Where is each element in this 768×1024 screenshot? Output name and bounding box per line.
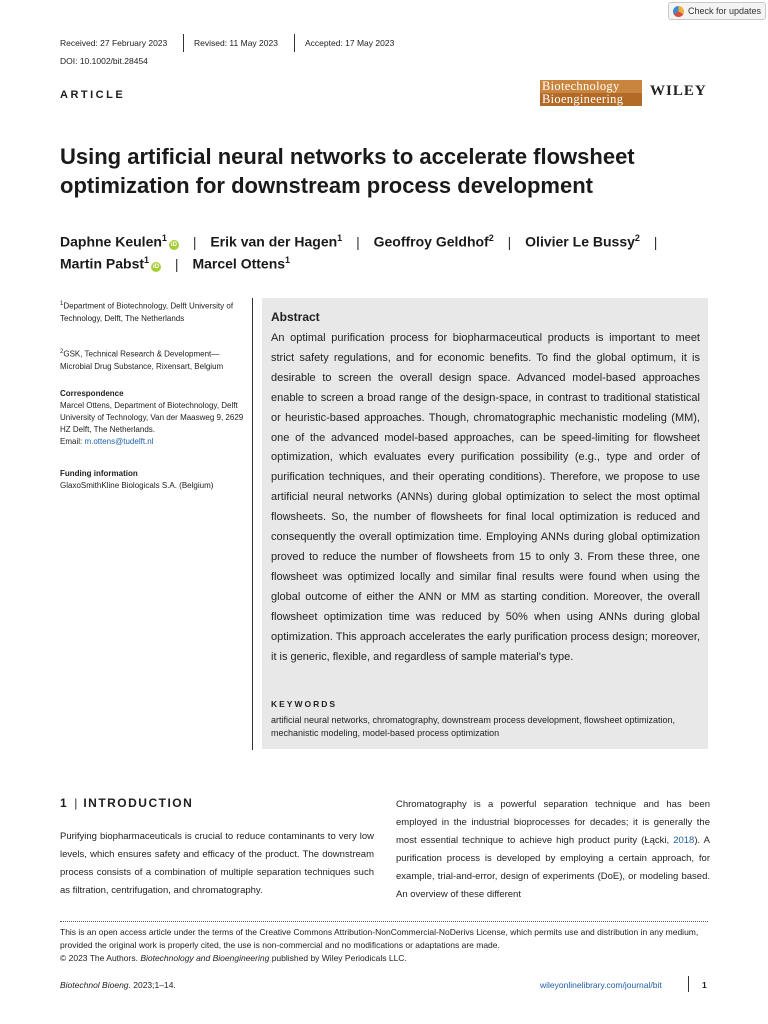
- received-date: Received: 27 February 2023: [60, 38, 168, 48]
- crossmark-icon: [673, 6, 684, 17]
- author-name[interactable]: Geoffroy Geldhof: [373, 233, 489, 250]
- author-name[interactable]: Daphne Keulen: [60, 233, 162, 250]
- author-name[interactable]: Erik van der Hagen: [210, 233, 338, 250]
- revised-date: Revised: 11 May 2023: [194, 38, 278, 48]
- citation-footer: [60, 980, 176, 990]
- funding-text: GlaxoSmithKline Biologicals S.A. (Belgium): [60, 481, 214, 490]
- section-heading-introduction: [60, 796, 193, 810]
- author-separator: |: [356, 233, 360, 250]
- header-divider: [294, 34, 295, 52]
- keywords-text: artificial neural networks, chromatography, downstream process development, flowsheet optimization, mechanistic modeling, model-based process optimization: [271, 715, 676, 738]
- article-type-label: ARTICLE: [60, 89, 126, 101]
- author-separator: |: [192, 233, 197, 250]
- affiliation-marker: 2: [634, 233, 640, 243]
- email-link[interactable]: m.ottens@tudelft.nl: [84, 437, 154, 446]
- footer-divider: [60, 921, 708, 922]
- body-column-left: Purifying biopharmaceuticals is crucial to reduce contaminants to very low levels, which ensures safety and efficacy of the product. The downstream process consists of a combination of multiple separation techniques such as filtration, centrifugation, and chromatography.: [60, 831, 374, 896]
- affiliation-text: Department of Biotechnology, Delft University of Technology, Delft, The Netherlands: [60, 301, 234, 323]
- email-label: Email:: [60, 437, 85, 446]
- body-text: Chromatography is a powerful separation technique and has been employed in the industrial bioprocesses for decades; it is generally the most essential technique to achieve high product purity (Łącki,: [396, 799, 710, 846]
- funding: [60, 468, 245, 492]
- paper-title: Using artificial neural networks to accelerate flowsheet optimization for downstream process development: [60, 144, 635, 198]
- citation-journal: Biotechnol Bioeng.: [60, 980, 131, 990]
- author-line-2: [60, 250, 750, 274]
- doi: DOI: 10.1002/bit.28454: [60, 56, 148, 66]
- sidebar-divider: [252, 298, 253, 750]
- citation-details: 2023;1–14.: [130, 980, 176, 990]
- orcid-icon[interactable]: iD: [153, 263, 160, 270]
- funding-heading: Funding information: [60, 469, 138, 478]
- journal-logo[interactable]: [540, 80, 642, 106]
- affiliation-marker: 1: [161, 233, 167, 243]
- affiliation-marker: 1: [60, 301, 64, 307]
- section-separator: |: [74, 796, 78, 810]
- section-number: 1: [60, 796, 69, 810]
- author-name[interactable]: Martin Pabst: [60, 255, 145, 272]
- author-line-1: [60, 228, 750, 252]
- author-name[interactable]: Marcel Ottens: [192, 255, 286, 272]
- body-text: ). A purification process is developed by employing a certain approach, for example, trial-and-error, design of experiments (DoE), or modeling based. An overview of these different: [396, 835, 711, 900]
- affiliation-marker: 1: [144, 255, 150, 265]
- body-column-right: [396, 796, 710, 904]
- affiliation-marker: 1: [337, 233, 343, 243]
- copyright-text: © 2023 The Authors.: [60, 953, 141, 963]
- journal-logo-line1: Biotechnology: [540, 80, 642, 93]
- journal-url-link[interactable]: wileyonlinelibrary.com/journal/bit: [540, 980, 662, 990]
- correspondence: [60, 388, 245, 448]
- abstract-text: An optimal purification process for biopharmaceutical products is important to meet strict safety regulations, and for economic benefits. To find the global optimum, it is desirable to screen the overall design space. Advanced model-based approaches enable to screen a broad range of the design-space, in contrast to traditional statistical or heuristic-based approaches. Though, chromatographic mechanistic modeling (MM), one of the advanced model-based approaches, can be speed-limiting for flowsheet optimization, which evaluates every purification possibility (e.g., type and order of purification techniques, and their operating conditions). Therefore, we propose to use artificial neural networks (ANNs) during global optimization to select the most optimal flowsheets. So, the number of flowsheets for final local optimization is reduced and consequently the overall optimization time. Employing ANNs during global optimization proved to reduce the number of flowsheets from 15 to only 3. From these three, one flowsheet was optimized locally and similar final results were found when using the global outcome of either the ANN or MM as starting condition. Moreover, the overall flowsheet optimization time was reduced by 50% when using ANNs during global optimization. This approach accelerates the early purification process design; moreover, it is generic, flexible, and regardless of sample material's type.: [271, 332, 700, 663]
- affiliation-1: [60, 298, 245, 325]
- affiliation-text: GSK, Technical Research & Development—Microbial Drug Substance, Rixensart, Belgium: [60, 349, 224, 371]
- page-number: 1: [702, 980, 707, 990]
- affiliation-2: [60, 346, 245, 373]
- header-divider: [183, 34, 184, 52]
- publisher-logo[interactable]: WILEY: [650, 83, 707, 99]
- keywords-heading: KEYWORDS: [271, 699, 338, 709]
- section-title: INTRODUCTION: [83, 796, 194, 810]
- affiliation-marker: 2: [60, 349, 64, 355]
- footer-separator: [688, 976, 689, 992]
- copyright-journal: Biotechnology and Bioengineering: [140, 953, 270, 963]
- author-separator: |: [653, 233, 658, 250]
- copyright-text: published by Wiley Periodicals LLC.: [269, 953, 407, 963]
- citation-link[interactable]: 2018: [673, 835, 695, 846]
- orcid-icon[interactable]: iD: [170, 241, 177, 248]
- check-for-updates-button[interactable]: [668, 2, 766, 20]
- license-text: This is an open access article under the terms of the Creative Commons Attribution-NonCommercial-NoDerivs License, which permits use and distribution in any medium, provided the original work is properly cited, the use is non-commercial and no modifications or adaptations are made.: [60, 927, 699, 950]
- correspondence-text: Marcel Ottens, Department of Biotechnology, Delft University of Technology, Van der Maasweg 9, 2629 HZ Delft, The Netherlands.: [60, 401, 244, 434]
- check-for-updates-label: Check for updates: [688, 6, 762, 16]
- correspondence-heading: Correspondence: [60, 389, 124, 398]
- author-separator: |: [507, 233, 512, 250]
- affiliation-marker: 1: [285, 255, 291, 265]
- author-separator: |: [174, 255, 179, 272]
- affiliation-marker: 2: [488, 233, 494, 243]
- journal-logo-line2: Bioengineering: [540, 93, 642, 106]
- accepted-date: Accepted: 17 May 2023: [305, 38, 395, 48]
- abstract-heading: Abstract: [271, 310, 320, 324]
- author-name[interactable]: Olivier Le Bussy: [525, 233, 635, 250]
- license-notice: [60, 926, 710, 965]
